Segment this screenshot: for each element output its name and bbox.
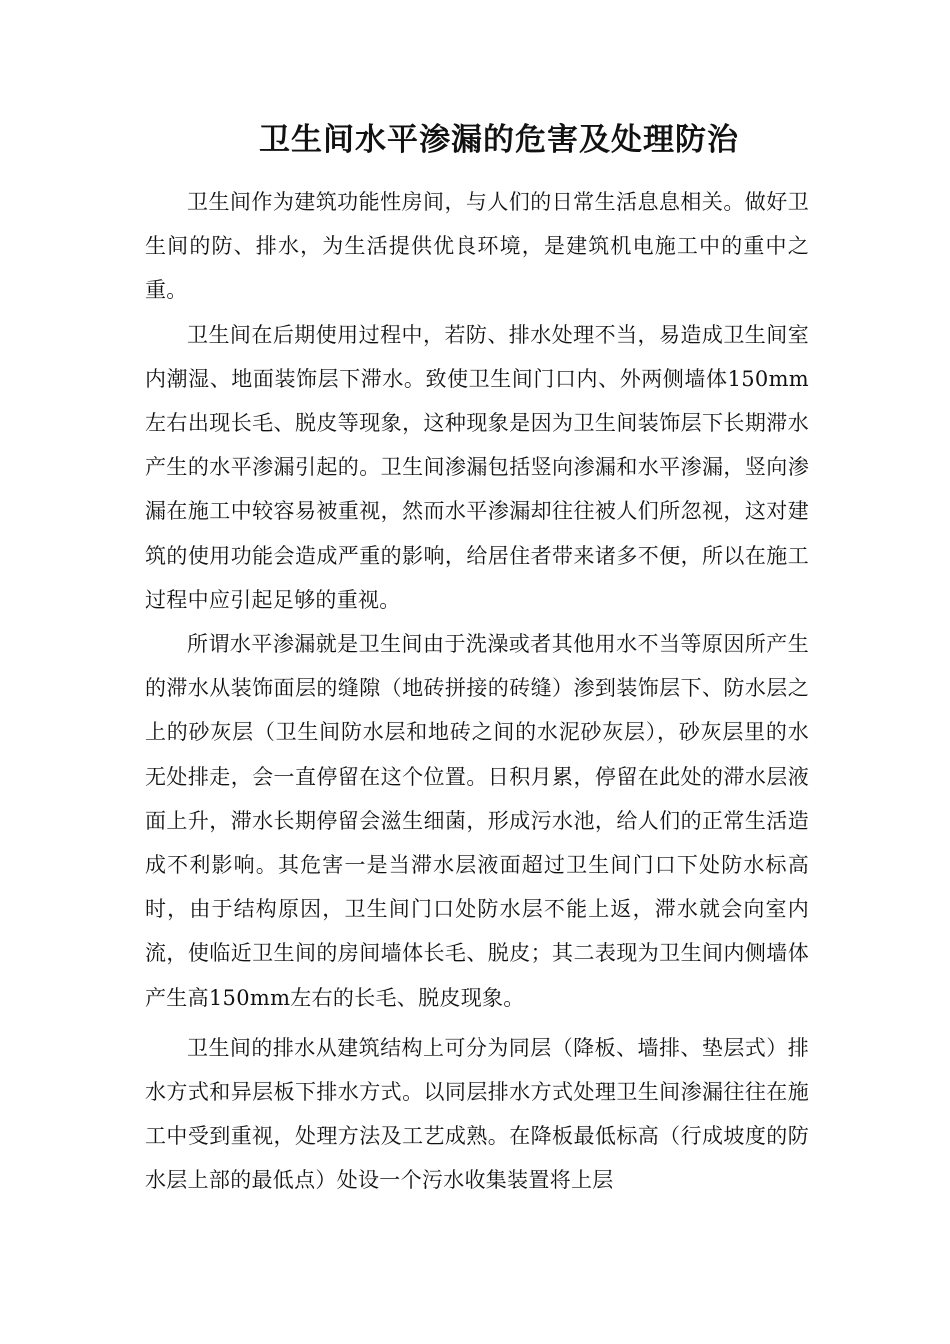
document-title: 卫生间水平渗漏的危害及处理防治 bbox=[259, 122, 739, 158]
paragraph-4: 卫生间的排水从建筑结构上可分为同层（降板、墙排、垫层式）排水方式和异层板下排水方式。以同层排水方式处理卫生间渗漏往往在施工中受到重视，处理方法及工艺成熟。在降板最低标高（行成坡度的防水层上部的最低点）处设一个污水收集装置将上层 bbox=[145, 1035, 809, 1193]
paragraph-1: 卫生间作为建筑功能性房间，与人们的日常生活息息相关。做好卫生间的防、排水，为生活提供优良环境，是建筑机电施工中的重中之重。 bbox=[145, 190, 809, 303]
paragraph-2: 卫生间在后期使用过程中，若防、排水处理不当，易造成卫生间室内潮湿、地面装饰层下滞水。致使卫生间门口内、外两侧墙体150mm左右出现长毛、脱皮等现象，这种现象是因为卫生间装饰层下长期滞水产生的水平渗漏引起的。卫生间渗漏包括竖向渗漏和水平渗漏，竖向渗漏在施工中较容易被重视，然而水平渗漏却往往被人们所忽视，这对建筑的使用功能会造成严重的影响，给居住者带来诸多不便，所以在施工过程中应引起足够的重视。 bbox=[145, 322, 809, 612]
paragraph-3: 所谓水平渗漏就是卫生间由于洗澡或者其他用水不当等原因所产生的滞水从装饰面层的缝隙（地砖拼接的砖缝）渗到装饰层下、防水层之上的砂灰层（卫生间防水层和地砖之间的水泥砂灰层），砂灰层里的水无处排走，会一直停留在这个位置。日积月累，停留在此处的滞水层液面上升，滞水长期停留会滋生细菌，形成污水池，给人们的正常生活造成不利影响。其危害一是当滞水层液面超过卫生间门口下处防水标高时，由于结构原因，卫生间门口处防水层不能上返，滞水就会向室内流，使临近卫生间的房间墙体长毛、脱皮；其二表现为卫生间内侧墙体产生高150mm左右的长毛、脱皮现象。 bbox=[145, 632, 809, 1010]
document-body bbox=[145, 180, 809, 1203]
